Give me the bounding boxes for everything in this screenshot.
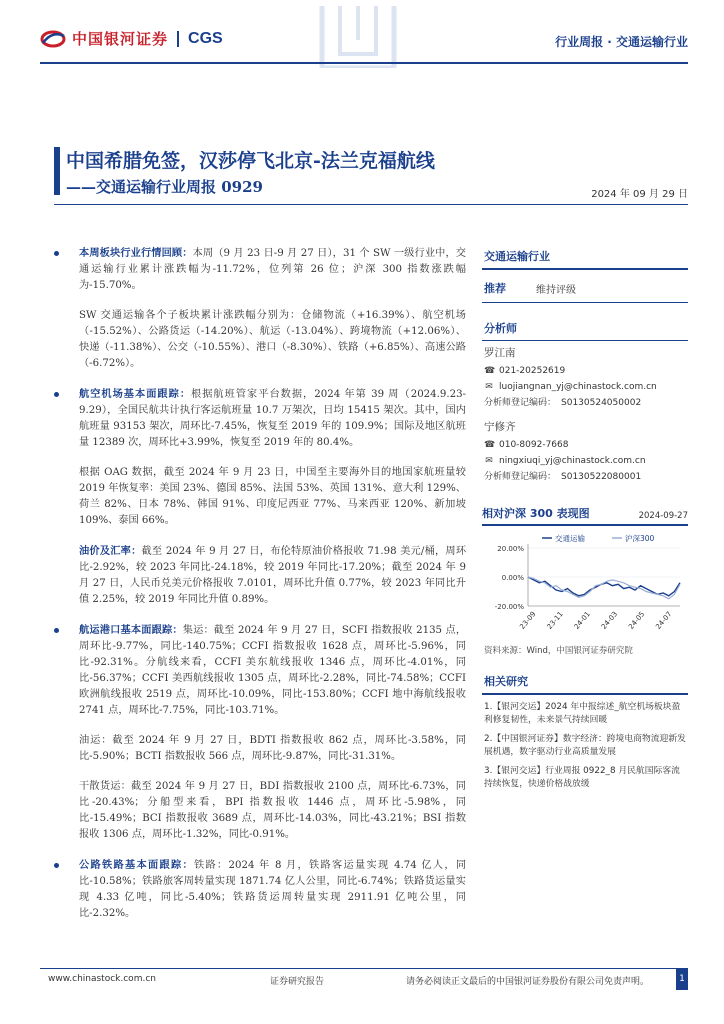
chart-date: 2024-09-27 [638, 511, 688, 521]
page-header [0, 0, 724, 70]
chart-x-tick-label: 23-11 [545, 610, 565, 631]
paragraph-text: 根据航班管家平台数据，2024 年第 39 周（2024.9.23-9.29），全国民航共计执行客运航班量 10.7 万架次，日均 15415 架次。其中，国内航班量 93153 架次，周环比-7.45%，恢复至 2019 年的 109.9%；国际及地区航班量 12389 次，周环比+3.99%，恢复至 2019 年的 80.4%。 [79, 389, 466, 448]
analyst-cert: S0130524050002 [561, 398, 642, 408]
body-paragraph [52, 308, 466, 372]
chart-legend-label: 沪深300 [625, 534, 655, 543]
body-paragraph [52, 386, 466, 451]
page-number: 1 [676, 968, 688, 990]
paragraph-lead: 航空机场基本面跟踪： [79, 388, 192, 400]
analyst-cert-row [484, 469, 686, 485]
report-date: 2024 年 09 月 29 日 [591, 189, 688, 200]
chart-y-tick-label: 20.00% [497, 545, 524, 553]
report-subtitle: ——交通运输行业周报 0929 [66, 178, 263, 196]
chart-x-tick-label: 24-05 [627, 610, 647, 631]
body-paragraph [52, 622, 466, 719]
phone-icon: ☎ [484, 366, 496, 376]
company-logo [40, 28, 223, 49]
body-paragraph [52, 543, 466, 608]
analyst-email-row [484, 379, 686, 395]
related-research [482, 670, 688, 791]
paragraph-text: 截至 2024 年 9 月 27 日，布伦特原油价格报收 71.98 美元/桶，周环比-2.92%，较 2023 年同比-24.18%，较 2019 年同比-17.20%；截至 2024 年 9 月 27 日，人民币兑美元价格报收 7.0101，周环比升值 0.77%，较 2023 年同比升值 2.25%，较 2019 年同比升值 0.89%。 [79, 546, 467, 605]
analyst-cert-row [484, 395, 686, 411]
analyst-card [482, 415, 688, 485]
research-item[interactable]: 3.【银河交运】行业周报 0922_8 月民航国际客流持续恢复，快递价格战放缓 [484, 766, 680, 789]
research-item[interactable]: 1.【银河交运】2024 年中报综述_航空机场板块盈利修复韧性，未来景气持续回暖 [484, 702, 681, 725]
analyst-email-row [484, 453, 686, 469]
analyst-cert-label: 分析师登记编码： [484, 398, 557, 408]
report-category: 行业周报 · 交通运输行业 [555, 35, 688, 49]
logo-text-cn: 中国银河证券 [72, 30, 169, 48]
chart-source: 资料来源：Wind，中国银河证券研究院 [484, 646, 633, 656]
body-paragraph [52, 245, 466, 294]
paragraph-text: 干散货运：截至 2024 年 9 月 27 日，BDI 指数报收 2100 点，周环比-6.73%，同比-20.43%；分船型来看，BPI 指数报收 1446 点，周环比-5.98%，同比-15.49%；BCI 指数报收 3689 点，周环比-14.03%，同比-43.21%；BSI 指数报收 1306 点，周环比-1.32%，同比-0.91%。 [79, 781, 466, 840]
paragraph-text: 铁路：2024 年 8 月，铁路客运量实现 4.74 亿人，同比-10.58%；铁路旅客周转量实现 1871.74 亿人公里，同比-6.74%；铁路货运量实现 4.33 亿吨，同比-5.40%；铁路货运周转量实现 2911.91 亿吨公里，同比-2.32%。 [79, 860, 467, 919]
chart-x-tick-label: 24-03 [599, 610, 620, 631]
chart-series-line [528, 577, 680, 596]
chart-x-tick-label: 24-07 [654, 610, 674, 631]
analyst-name: 罗江南 [484, 347, 516, 359]
paragraph-text: 集运：截至 2024 年 9 月 27 日，SCFI 指数报收 2135 点，周环比-9.77%，同比-140.75%；CCFI 指数报收 1628 点，周环比-5.96%，同比-92.31%。分航线来看，CCFI 美东航线报收 1346 点，周环比-4.01%，同比-56.37%；CCFI 美西航线报收 1305 点，周环比-2.28%，同比-74.58%；CCFI 欧洲航线报收 2519 点，周环比-10.09%，同比-153.80%；CCFI 地中海航线报收 2741 点，周环比-7.75%，同比-103.71%。 [79, 625, 467, 716]
footer-disclaimer: 请务必阅读正文最后的中国银河证券股份有限公司免责声明。 [406, 977, 650, 987]
chart-legend-label: 交通运输 [555, 534, 585, 543]
analyst-phone: 021-20252619 [499, 366, 566, 376]
title-accent-bar [54, 147, 60, 195]
analyst-email[interactable]: luojiangnan_yj@chinastock.com.cn [499, 382, 657, 392]
footer-report-type: 证券研究报告 [270, 977, 325, 987]
paragraph-lead: 公路铁路基本面跟踪： [79, 859, 194, 871]
body-paragraph [52, 857, 466, 922]
chart-series-line [528, 577, 680, 599]
footer-url[interactable]: www.chinastock.com.cn [48, 974, 156, 984]
analyst-card [482, 341, 688, 411]
paragraph-lead: 油价及汇率： [79, 545, 142, 557]
paragraph-text: 油运：截至 2024 年 9 月 27 日，BDTI 指数报收 862 点，周环比-3.58%，同比-5.90%；BCTI 指数报收 566 点，周环比-9.87%，同比-31.31%。 [79, 735, 466, 762]
research-heading: 相关研究 [482, 670, 688, 695]
mail-icon: ✉ [485, 382, 493, 392]
paragraph-lead: 航运港口基本面跟踪： [79, 624, 183, 636]
rating-row [482, 270, 688, 303]
chart-x-tick-label: 24-01 [572, 610, 592, 631]
body-paragraph [52, 733, 466, 765]
mail-icon: ✉ [485, 456, 493, 466]
analyst-phone-row [484, 363, 686, 379]
logo-separator [177, 31, 179, 47]
sidebar [482, 245, 688, 797]
rating-label: 推荐 [484, 282, 506, 295]
analyst-heading: 分析师 [482, 317, 688, 341]
industry-heading: 交通运输行业 [482, 245, 688, 270]
paragraph-text: 根据 OAG 数据，截至 2024 年 9 月 23 日，中国至主要海外目的地国家航班量较 2019 年恢复率：美国 23%、德国 85%、法国 53%、英国 131%、意大利 129%、荷兰 82%、日本 78%、韩国 91%、印度尼西亚 77%、马来西亚 120%、新加坡 109%、泰国 66%。 [79, 467, 466, 526]
relative-performance-chart [482, 532, 688, 642]
chart-y-tick-label: -20.00% [494, 603, 524, 611]
footer-divider [40, 968, 688, 969]
chart-heading-row [482, 505, 688, 526]
header-divider [40, 62, 688, 64]
logo-text-en: CGS [188, 29, 223, 47]
analyst-phone: 010-8092-7668 [499, 440, 569, 450]
paragraph-text: SW 交通运输各个子板块累计涨跌幅分别为：仓储物流（+16.39%）、航空机场（-15.52%）、公路货运（-14.20%）、航运（-13.04%）、跨境物流（+12.06%）、快递（-11.38%）、公交（-10.55%）、港口（-8.30%）、铁路（+6.85%）、高速公路（-6.72%）。 [79, 310, 466, 369]
report-title: 中国希腊免签，汉莎停飞北京-法兰克福航线 [66, 150, 435, 172]
chart-title: 相对沪深 300 表现图 [482, 507, 590, 520]
rating-value: 维持评级 [536, 284, 576, 296]
analyst-email[interactable]: ningxiuqi_yj@chinastock.com.cn [499, 456, 646, 466]
analyst-name: 宁修齐 [484, 421, 516, 433]
paragraph-lead: 本周板块行业行情回顾： [79, 247, 193, 259]
chart-y-tick-label: 0.00% [501, 574, 524, 582]
research-item[interactable]: 2.【中国银河证券】数字经济：跨境电商物流迎新发展机遇，数字驱动行业高质量发展 [484, 734, 686, 757]
galaxy-logo-icon [40, 29, 66, 49]
chart-x-tick-label: 23-09 [518, 610, 538, 631]
cgs-watermark-icon [318, 6, 398, 68]
phone-icon: ☎ [484, 440, 496, 450]
body-paragraph [52, 465, 466, 529]
analyst-cert: S0130522080001 [561, 472, 642, 482]
report-body [52, 245, 466, 936]
analyst-phone-row [484, 437, 686, 453]
paragraph-text: 本周（9 月 23 日-9 月 27 日），31 个 SW 一级行业中，交通运输行业累计涨跌幅为-11.72%，位列第 26 位；沪深 300 指数涨跌幅为-15.70%。 [79, 248, 466, 291]
analyst-cert-label: 分析师登记编码： [484, 472, 557, 482]
title-divider [54, 204, 688, 205]
body-paragraph [52, 779, 466, 843]
research-list [482, 695, 688, 791]
